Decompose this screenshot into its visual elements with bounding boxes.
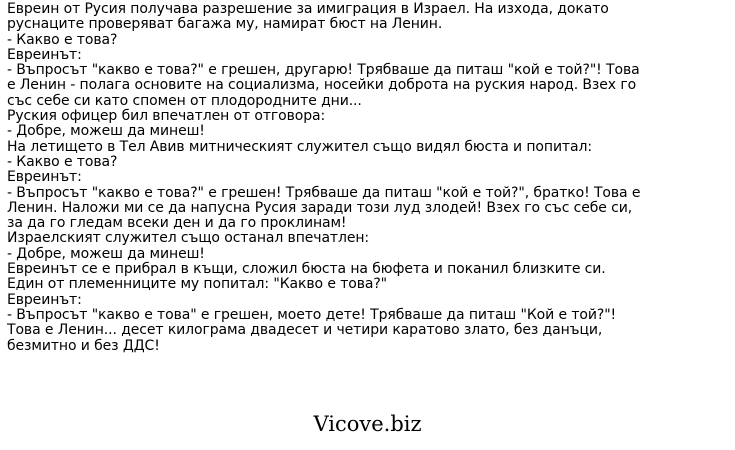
joke-line: Това е Ленин... десет килограма двадесет и четири каратово злато, без данъци, (7, 322, 603, 339)
joke-line: - Какво е това? (7, 153, 118, 170)
joke-line: Руския офицер бил впечатлен от отговора: (7, 108, 326, 125)
joke-line: Евреинът се е прибрал в къщи, сложил бюста на бюфета и поканил близките си. (7, 261, 606, 278)
joke-line: Евреинът: (7, 291, 82, 308)
site-watermark: Vicove.biz (313, 412, 422, 436)
joke-line: безмитно и без ДДС! (7, 337, 160, 354)
joke-line: руснаците проверяват багажа му, намират бюст на Ленин. (7, 16, 443, 33)
joke-line: Евреин от Русия получава разрешение за имиграция в Израел. На изхода, докато (7, 1, 609, 17)
joke-line: На летището в Тел Авив митническият служител също видял бюста и попитал: (7, 138, 592, 155)
joke-text (7, 2, 727, 354)
joke-line: - Какво е това? (7, 31, 118, 48)
joke-line: Един от племенниците му попитал: "Какво е това?" (7, 276, 388, 293)
joke-line: Евреинът: (7, 169, 82, 186)
joke-line: Ленин. Наложи ми се да напусна Русия заради този луд злодей! Взех го със себе си, (7, 199, 633, 216)
joke-line: - Въпросът "какво е това?" е грешен! Трябваше да питаш "кой е той?", братко! Това е (7, 184, 641, 201)
joke-line: Евреинът: (7, 46, 82, 63)
joke-line: Израелският служител също останал впечатлен: (7, 230, 370, 247)
joke-line: - Въпросът "какво е това?" е грешен, другарю! Трябваше да питаш "кой е той?"! Това (7, 62, 640, 79)
joke-line: - Добре, можеш да минеш! (7, 245, 205, 262)
joke-line: със себе си като спомен от плодородните дни... (7, 92, 362, 109)
joke-line: за да го гледам всеки ден и да го проклинам! (7, 215, 347, 232)
joke-line: е Ленин - полага основите на социализма, носейки доброта на руския народ. Взех го (7, 77, 637, 94)
joke-line: - Добре, можеш да минеш! (7, 123, 205, 140)
joke-line: - Въпросът "какво е това" е грешен, моето дете! Трябваше да питаш "Кой е той?"! (7, 306, 617, 323)
